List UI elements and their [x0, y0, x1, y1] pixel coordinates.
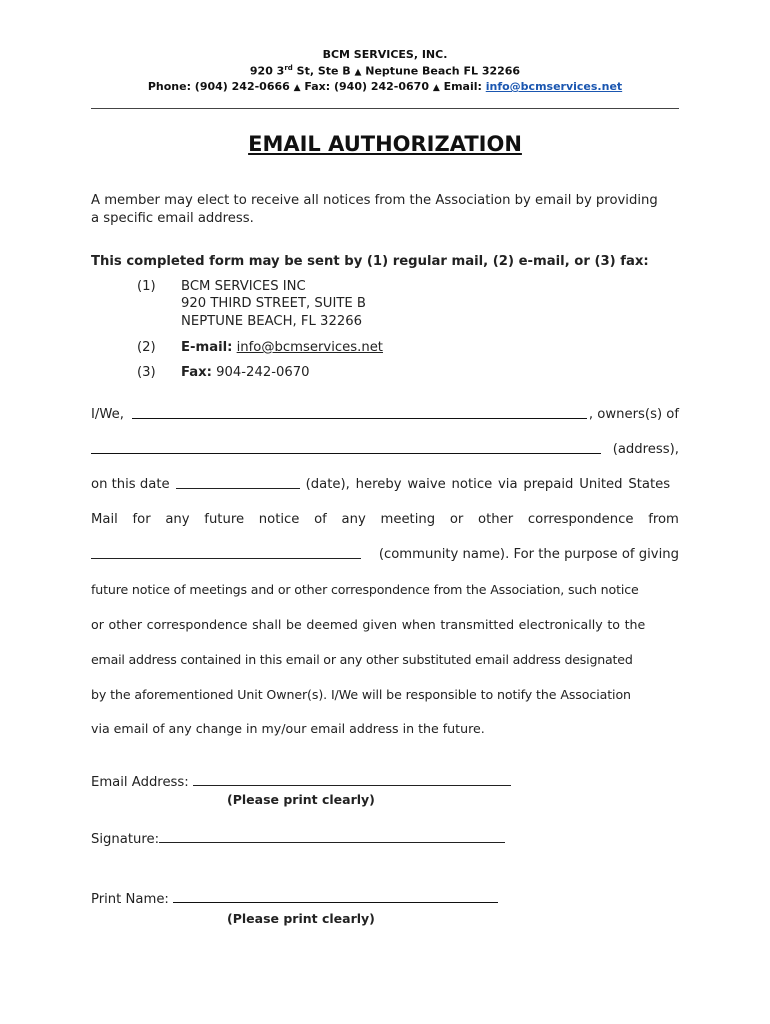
mail-street: 920 THIRD STREET, SUITE B	[181, 296, 366, 311]
word: Mail	[91, 512, 118, 527]
signature-row	[91, 831, 505, 847]
address-field[interactable]	[91, 442, 601, 454]
print-name-row	[91, 891, 498, 907]
body-line-9: by the aforementioned Unit Owner(s). I/We will be responsible to notify the Association	[91, 687, 631, 702]
iwe-label: I/We,	[91, 407, 124, 422]
email-option-link[interactable]: info@bcmservices.net	[236, 340, 383, 355]
page-title: EMAIL AUTHORIZATION	[248, 132, 522, 156]
word: from	[648, 512, 679, 527]
body-line-7: or other correspondence shall be deemed given when transmitted electronically to the	[91, 617, 646, 632]
company-address	[0, 64, 770, 78]
word: for	[132, 512, 151, 527]
fax-option-label: Fax:	[181, 365, 212, 380]
word: future	[204, 512, 245, 527]
word: or	[449, 512, 464, 527]
company-email-link[interactable]: info@bcmservices.net	[485, 80, 623, 93]
body-line-10: via email of any change in my/our email address in the future.	[91, 721, 485, 736]
signature-field[interactable]	[159, 831, 505, 843]
body-line-2	[91, 442, 679, 457]
signature-label: Signature:	[91, 832, 160, 847]
word: notice	[258, 512, 300, 527]
company-contact	[0, 80, 770, 93]
triangle-icon: ▲	[293, 83, 301, 93]
option-1-number: (1)	[137, 279, 156, 294]
body-line-6: future notice of meetings and or other correspondence from the Association, such notice	[91, 582, 639, 597]
owner-name-field[interactable]	[132, 407, 587, 419]
email-option-label: E-mail:	[181, 340, 233, 355]
triangle-icon: ▲	[354, 67, 362, 78]
email-address-row	[91, 774, 511, 790]
date-rest-label: (date), hereby waive notice via prepaid United States	[305, 477, 671, 492]
body-line-5	[91, 547, 679, 562]
body-line-3	[91, 477, 679, 492]
address-city: Neptune Beach FL 32266	[361, 64, 521, 78]
address-street: St, Ste B	[292, 64, 355, 78]
option-2-email	[181, 340, 383, 355]
company-phone: Phone: (904) 242-0666	[147, 80, 294, 93]
header-divider	[91, 108, 679, 109]
word: any	[341, 512, 366, 527]
address-suffix: rd	[284, 64, 293, 72]
body-line-4	[91, 512, 679, 527]
option-3-number: (3)	[137, 365, 156, 380]
print-name-field[interactable]	[173, 891, 498, 903]
body-line-8: email address contained in this email or any other substituted email address designated	[91, 652, 633, 667]
email-print-note: (Please print clearly)	[227, 792, 375, 807]
intro-line-1: A member may elect to receive all notices from the Association by email by providing	[91, 193, 658, 208]
community-name-field[interactable]	[91, 547, 361, 559]
address-number: 920 3	[249, 64, 285, 78]
intro-line-2: a specific email address.	[91, 211, 254, 226]
mail-name: BCM SERVICES INC	[181, 279, 306, 294]
word: of	[314, 512, 327, 527]
company-email-label: Email:	[439, 80, 486, 93]
email-address-field[interactable]	[193, 774, 511, 786]
word: other	[478, 512, 514, 527]
email-address-label: Email Address:	[91, 775, 193, 790]
date-rest-text	[306, 477, 679, 492]
on-this-date-label: on this date	[91, 477, 170, 492]
company-fax: Fax: (940) 242-0670	[300, 80, 433, 93]
word: meeting	[380, 512, 436, 527]
date-field[interactable]	[176, 477, 300, 489]
send-heading: This completed form may be sent by (1) regular mail, (2) e-mail, or (3) fax:	[91, 254, 649, 269]
community-label: (community name). For the purpose of giving	[378, 547, 679, 562]
option-2-number: (2)	[137, 340, 156, 355]
company-name: BCM SERVICES, INC.	[322, 48, 448, 61]
fax-option-value: 904-242-0670	[216, 365, 310, 380]
triangle-icon: ▲	[432, 83, 440, 93]
mail-city: NEPTUNE BEACH, FL 32266	[181, 314, 362, 329]
option-3-fax	[181, 365, 310, 380]
word: any	[165, 512, 190, 527]
word: correspondence	[527, 512, 634, 527]
owners-of-label: , owners(s) of	[588, 407, 679, 422]
print-name-label: Print Name:	[91, 892, 174, 907]
address-label: (address),	[612, 442, 679, 457]
name-print-note: (Please print clearly)	[227, 911, 375, 926]
body-line-1	[91, 407, 679, 422]
